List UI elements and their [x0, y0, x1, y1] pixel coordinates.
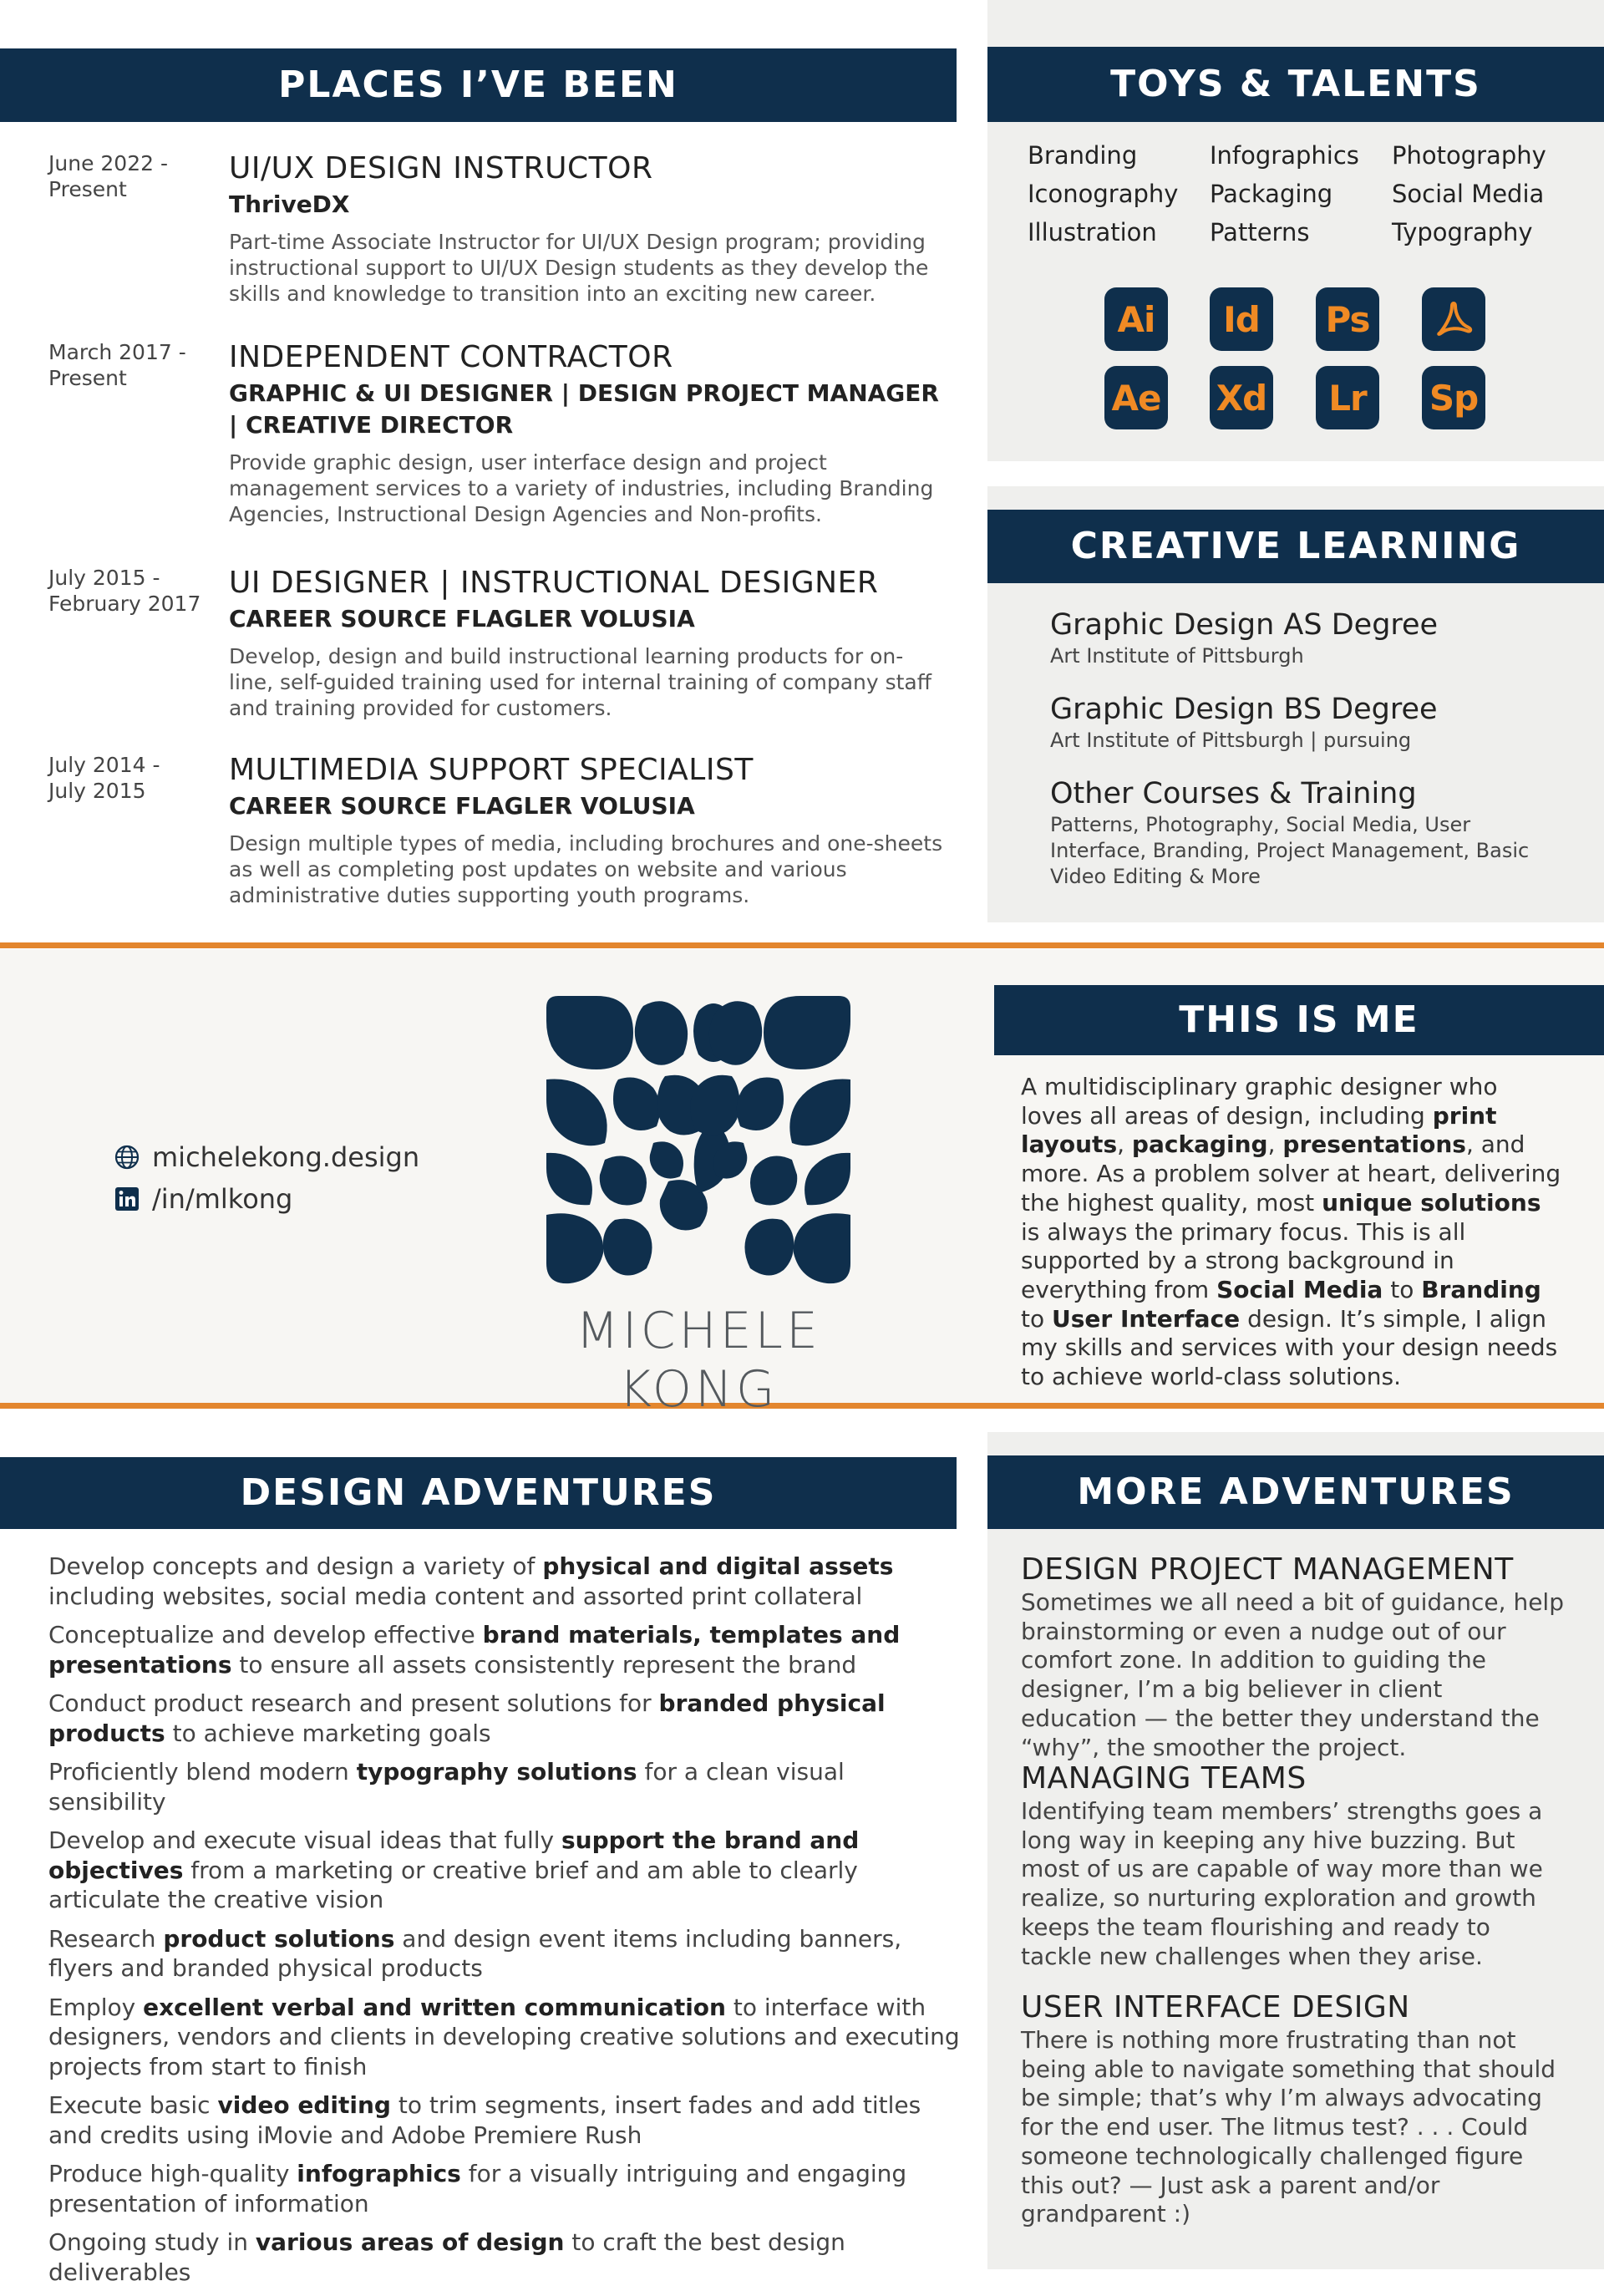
highlight-text: branded physical products: [48, 1689, 886, 1747]
text-segment: Conduct product research and present solutions for: [48, 1689, 659, 1717]
logo-name: MICHELE KONG: [576, 1302, 821, 1419]
acrobat-icon: [1422, 287, 1485, 351]
experience-item: [48, 565, 951, 732]
text-segment: , and more. As a problem solver at heart, delivering the highest quality, most: [1021, 1130, 1561, 1217]
learning-item: [1050, 607, 1551, 669]
text-segment: Conceptualize and develop effective: [48, 1621, 483, 1648]
highlight-text: print layouts: [1021, 1101, 1497, 1159]
experience-org: ThriveDX: [229, 190, 350, 218]
about-text: [1021, 1073, 1564, 1392]
toys-header: TOYS & TALENTS: [987, 47, 1604, 122]
highlight-text: excellent verbal and written communication: [143, 1993, 726, 2021]
lightroom-icon: Lr: [1316, 366, 1379, 429]
experience-desc: Provide graphic design, user interface design and project management services to a variety of industries, including Branding Agencies, Instructional Design Agencies and Non-profits.: [229, 450, 934, 526]
experience-item: [48, 150, 951, 317]
indesign-icon: Id: [1210, 287, 1273, 351]
linkedin-link[interactable]: [114, 1183, 292, 1215]
me-header: THIS IS ME: [994, 985, 1604, 1055]
text-segment: Research: [48, 1924, 164, 1953]
skill-item: Packaging: [1210, 180, 1333, 208]
text-segment: ,: [1117, 1130, 1132, 1159]
divider-top: [0, 942, 1604, 948]
learning-sub: Patterns, Photography, Social Media, User Interface, Branding, Project Management, Basic Video Editing & More: [1050, 813, 1530, 888]
text-segment: ,: [1267, 1130, 1283, 1159]
list-item: [48, 1689, 967, 1748]
design-adventures-header: DESIGN ADVENTURES: [0, 1457, 957, 1529]
more-adventures-header: MORE ADVENTURES: [987, 1455, 1604, 1529]
experience-date: June 2022 - Present: [48, 151, 168, 201]
spark-icon: Sp: [1422, 366, 1485, 429]
xd-icon: Xd: [1210, 366, 1273, 429]
design-adventures-list: [48, 1552, 967, 2296]
list-item: [48, 1620, 967, 1679]
after-effects-icon: Ae: [1104, 366, 1168, 429]
highlight-text: Branding: [1421, 1275, 1541, 1303]
skill-item: Branding: [1028, 141, 1138, 170]
text-segment: from a marketing or creative brief and am able to clearly articulate the creative vision: [48, 1856, 858, 1913]
places-header: PLACES I’VE BEEN: [0, 48, 957, 122]
list-item: [48, 2090, 967, 2150]
skill-item: Iconography: [1028, 180, 1179, 208]
skill-item: Typography: [1392, 218, 1533, 246]
more-adventure-item: [1021, 1552, 1564, 1762]
more-adventure-item: [1021, 1989, 1564, 2229]
more-adventure-desc: There is nothing more frustrating than not being able to navigate something that should be simple; that’s why I’m always advocating for the end user. The litmus test? . . . Could someone technologically challenged figure this out? — Just ask a parent and/or grandparent :): [1021, 2026, 1556, 2228]
linkedin-text: /in/mlkong: [152, 1183, 293, 1215]
globe-icon: [114, 1144, 140, 1171]
highlight-text: packaging: [1131, 1130, 1268, 1159]
experience-item: [48, 339, 951, 540]
highlight-text: product solutions: [163, 1924, 395, 1953]
experience-item: [48, 752, 951, 919]
text-segment: is always the primary focus. This is all supported by a strong background in everything from: [1021, 1217, 1466, 1303]
text-segment: Employ: [48, 1993, 144, 2021]
experience-date: July 2015 - February 2017: [48, 566, 201, 616]
highlight-text: brand materials, templates and presentations: [48, 1621, 901, 1679]
experience-title: MULTIMEDIA SUPPORT SPECIALIST: [229, 753, 754, 787]
text-segment: to: [1383, 1275, 1422, 1303]
text-segment: including websites, social media content and assorted print collateral: [48, 1582, 863, 1610]
text-segment: and design event items including banners, flyers and branded physical products: [48, 1924, 902, 1982]
text-segment: A multidisciplinary graphic designer who loves all areas of design, including: [1021, 1073, 1498, 1130]
skills-list: [1028, 138, 1562, 250]
text-segment: for a clean visual sensibility: [48, 1758, 845, 1816]
website-text: michelekong.design: [152, 1141, 420, 1173]
text-segment: to achieve marketing goals: [165, 1719, 491, 1747]
learning-item: [1050, 775, 1551, 890]
experience-title: UI/UX DESIGN INSTRUCTOR: [229, 151, 653, 185]
more-adventure-desc: Sometimes we all need a bit of guidance, help brainstorming or even a nudge out of our comfort zone. In addition to guiding the designer, I’m a big believer in client education — the better they understand the “why”, the smoother the project.: [1021, 1588, 1564, 1761]
list-item: [48, 1826, 967, 1915]
skill-item: Social Media: [1392, 180, 1545, 208]
text-segment: Develop and execute visual ideas that fully: [48, 1826, 562, 1854]
learning-title: Graphic Design AS Degree: [1050, 608, 1439, 642]
text-segment: Proficiently blend modern: [48, 1758, 357, 1785]
highlight-text: User Interface: [1052, 1304, 1241, 1333]
experience-desc: Design multiple types of media, including brochures and one-sheets as well as completing post updates on website and various administrative duties supporting youth programs.: [229, 831, 943, 907]
highlight-text: various areas of design: [255, 2228, 565, 2256]
text-segment: to ensure all assets consistently represent the brand: [231, 1650, 857, 1679]
experience-date: July 2014 - July 2015: [48, 753, 160, 803]
highlight-text: unique solutions: [1322, 1188, 1541, 1217]
text-segment: to trim segments, insert fades and add titles and credits using iMovie and Adobe Premiere Rush: [48, 2091, 921, 2149]
learning-sub: Art Institute of Pittsburgh | pursuing: [1050, 729, 1412, 752]
text-segment: to: [1021, 1304, 1053, 1333]
experience-desc: Part-time Associate Instructor for UI/UX Design program; providing instructional support to UI/UX Design students as they develop the skills and knowledge to transition into an exciting new career.: [229, 230, 929, 306]
experience-title: INDEPENDENT CONTRACTOR: [229, 340, 673, 374]
list-item: [48, 1924, 967, 1984]
list-item: [48, 1993, 967, 2082]
skill-item: Photography: [1392, 141, 1546, 170]
text-segment: design. It’s simple, I align my skills and services with your design needs to achieve world-class solutions.: [1021, 1304, 1558, 1391]
highlight-text: support the brand and objectives: [48, 1826, 860, 1884]
highlight-text: presentations: [1282, 1130, 1466, 1159]
learning-header: CREATIVE LEARNING: [987, 510, 1604, 583]
illustrator-icon: Ai: [1104, 287, 1168, 351]
skill-item: Infographics: [1210, 141, 1359, 170]
more-adventure-title: MANAGING TEAMS: [1021, 1761, 1307, 1796]
list-item: [48, 2227, 967, 2287]
experience-desc: Develop, design and build instructional learning products for on-line, self-guided training used for internal training of company staff and training provided for customers.: [229, 644, 931, 720]
learning-title: Other Courses & Training: [1050, 777, 1417, 810]
learning-item: [1050, 691, 1551, 754]
text-segment: Ongoing study in: [48, 2228, 256, 2256]
photoshop-icon: Ps: [1316, 287, 1379, 351]
learning-title: Graphic Design BS Degree: [1050, 693, 1438, 726]
experience-org: GRAPHIC & UI DESIGNER | DESIGN PROJECT MANAGER | CREATIVE DIRECTOR: [229, 379, 939, 439]
text-segment: for a visually intriguing and engaging presentation of information: [48, 2160, 907, 2217]
highlight-text: typography solutions: [356, 1758, 637, 1785]
learning-sub: Art Institute of Pittsburgh: [1050, 644, 1304, 668]
more-adventure-desc: Identifying team members’ strengths goes a long way in keeping any hive buzzing. But most of us are capable of way more than we realize, so nurturing exploration and growth keeps the team flourishing and ready to tackle new challenges when they arise.: [1021, 1797, 1543, 1970]
list-item: [48, 2159, 967, 2218]
experience-date: March 2017 - Present: [48, 340, 186, 390]
highlight-text: physical and digital assets: [542, 1552, 894, 1580]
linkedin-icon: [114, 1186, 140, 1212]
experience-title: UI DESIGNER | INSTRUCTIONAL DESIGNER: [229, 566, 879, 600]
more-adventure-title: USER INTERFACE DESIGN: [1021, 1990, 1410, 2024]
highlight-text: Social Media: [1216, 1275, 1383, 1303]
text-segment: Produce high-quality: [48, 2160, 297, 2187]
more-adventure-title: DESIGN PROJECT MANAGEMENT: [1021, 1552, 1514, 1587]
skill-item: Illustration: [1028, 218, 1157, 246]
skill-item: Patterns: [1210, 218, 1310, 246]
more-adventure-item: [1021, 1760, 1564, 1971]
logo-mark: [546, 996, 850, 1290]
list-item: [48, 1757, 967, 1816]
experience-org: CAREER SOURCE FLAGLER VOLUSIA: [229, 792, 695, 820]
text-segment: Execute basic: [48, 2091, 218, 2119]
experience-org: CAREER SOURCE FLAGLER VOLUSIA: [229, 605, 695, 632]
text-segment: Develop concepts and design a variety of: [48, 1552, 543, 1580]
text-segment: to interface with designers, vendors and clients in developing creative solutions and executing projects from start to finish: [48, 1993, 960, 2080]
list-item: [48, 1552, 967, 1611]
highlight-text: infographics: [297, 2160, 461, 2187]
text-segment: to craft the best design deliverables: [48, 2228, 845, 2286]
highlight-text: video editing: [217, 2091, 391, 2119]
website-link[interactable]: [114, 1141, 419, 1173]
